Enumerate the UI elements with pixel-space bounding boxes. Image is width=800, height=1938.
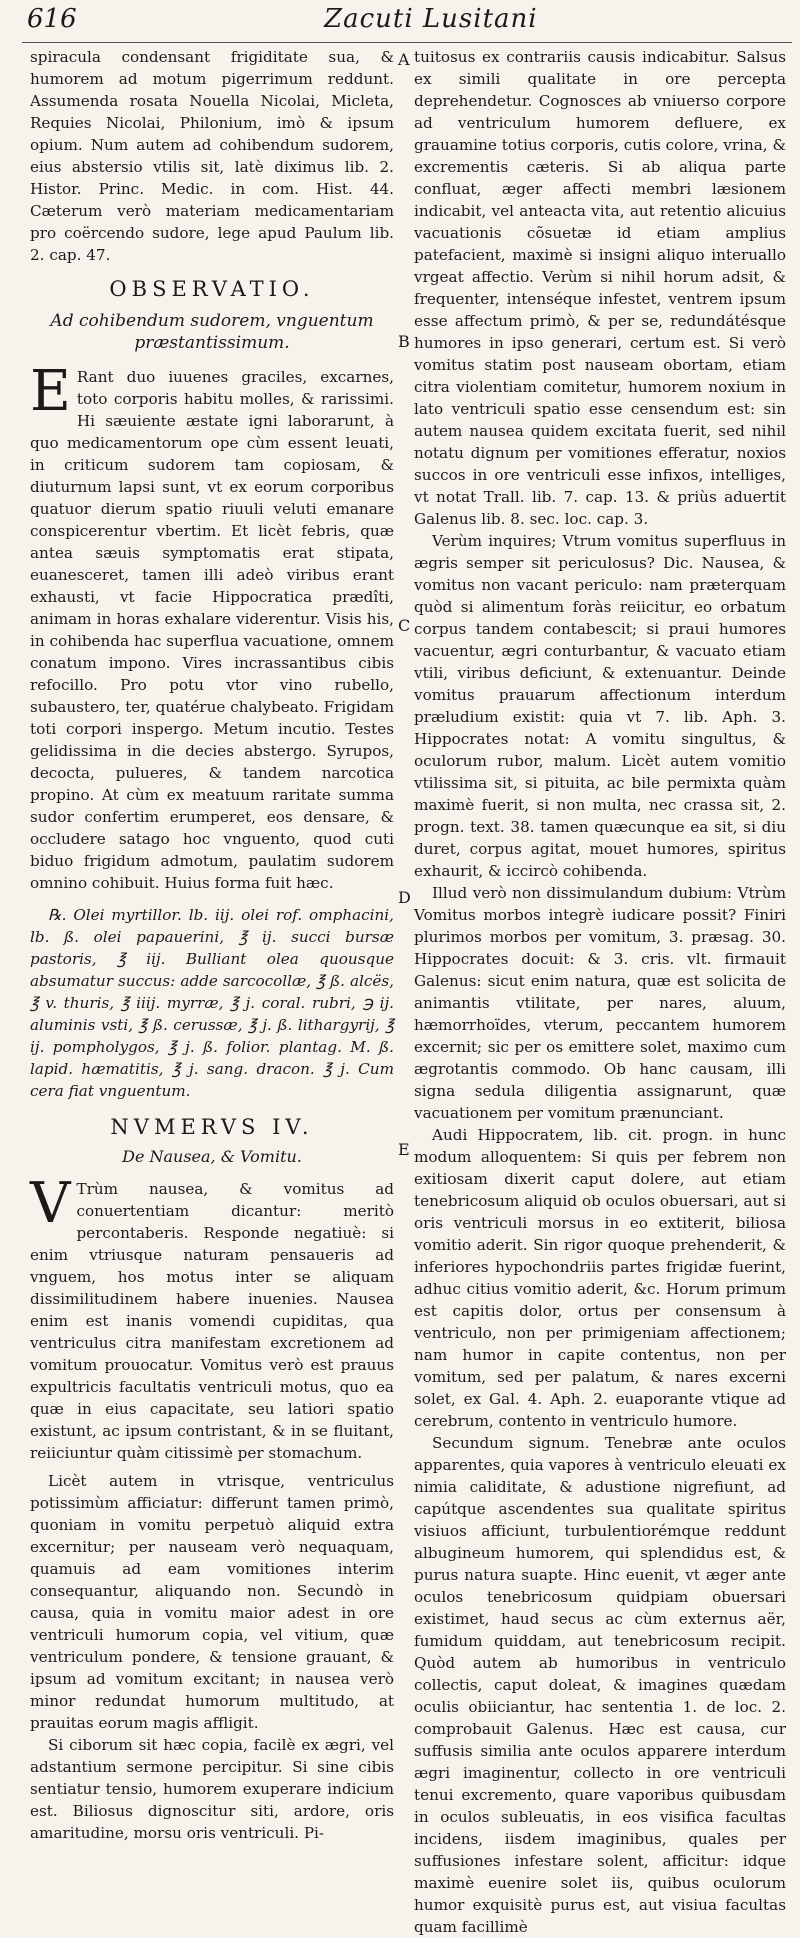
drop-cap-e: E [30,359,71,424]
right-column [414,46,786,1938]
right-paragraph-1: tuitosus ex contrariis causis indicabitur. Salsus ex simili qualitate in ore percepta deprehendetur. Cognosces ab vniuerso corpore ad ventriculum humorem defluere, ex grauamine totius corporis, cutis colore, vrina, & excrementis cæteris. Si ab aliqua parte confluat, æger affecti membri læsionem indicabit, vel anteacta vita, aut retentio alicuius vacuationis cõsuetæ id etiam amplius patefacient, maximè si insigni aliquo interuallo vrgeat affectio. Verùm si nihil horum adsit, & frequenter, intenséque infestet, ventrem ipsum esse affectum primò, & per se, redundátésque humores in ipso generari, certum est. Si verò vomitus statim post nauseam obortam, etiam citra violentiam comitetur, humorem noxium in lato ventriculi spatio esse censendum est: sin autem nausea quidem excitata fuerit, sed nihil notatu dignum per vomitiones efferatur, noxios succos in ore ventriculi esse infixos, intelliges, vt notat Trall. lib. 7. cap. 13. & priùs aduertit Galenus lib. 8. sec. loc. cap. 3. [414,48,786,528]
margin-letter-c: C [398,616,411,635]
observatio-heading: OBSERVATIO. [109,277,315,301]
numerus-heading: NVMERVS IV. [110,1115,314,1139]
header-rule [22,42,792,43]
right-paragraph-5: Secundum signum. Tenebræ ante oculos apparentes, quia vapores à ventriculo eleuati ex nimia caliditate, & adustione nigrefiunt, ad capútque ascendentes sua qualitate spiritus visiuos afficiunt, turbulentiorémque reddunt albugineum humorem, qui splendidus est, & purus natura suapte. Hinc euenit, vt æger ante oculos tenebricosum quidpiam obuersari existimet, haud secus ac cùm externus aër, fumidum quiddam, aut tenebricosum recipit. Quòd autem ab humoribus in ventriculo collectis, caput doleat, & imagines quædam oculis obiiciantur, hac sententia 1. de loc. 2. comprobauit Galenus. Hæc est causa, cur suffusis similia ante oculos apparere interdum ægri imaginentur, collecto in ore ventriculi tenui excremento, quare vaporibus quibusdam in oculos subleuatis, in eos visifica facultas incidens, iisdem imaginibus, quales per suffusiones infestare solent, afficitur: idque maximè euenire solet iis, quibus oculorum humor exquisitè purus est, aut visiua facultas quam facillimè [414,1434,786,1936]
left-paragraph-si: Si ciborum sit hæc copia, facilè ex ægri, vel adstantium sermone percipitur. Si sine cibis sentiatur tensio, humorem exuperare indicium est. Biliosus dignoscitur siti, ardore, oris amaritudine, morsu oris ventriculi. Pi- [30,1736,394,1842]
left-paragraph-licet: Licèt autem in vtrisque, ventriculus potissimùm afficiatur: differunt tamen primò, quoniam in vomitu perpetuò aliquid extra excernitur; per nauseam verò nequaquam, quamuis ad eam vomitiones interim consequantur, aliquando non. Secundò in causa, quia in vomitu maior adest in ore ventriculi humorum copia, vel vitium, quæ ventriculum pondere, & tensione grauant, & ipsum ad vomitum excitant; in nausea verò minor redundat humorum multitudo, at prauitas eorum magis affligit. [30,1472,394,1732]
recipe-paragraph: ℞. Olei myrtillor. lb. iij. olei rof. omphacini, lb. ß. olei papauerini, ℥ ij. succi bursæ pastoris, ℥ iij. Bulliant olea quousque absumatur succus: adde sarcocollæ, ℥ ß. alcës, ℥ v. thuris, ℥ iiij. myrræ, ℥ j. coral. rubri, ℈ ij. aluminis vsti, ℥ ß. cerussæ, ℥ j. ß. lithargyrij, ℥ ij. pompholygos, ℥ j. ß. folior. plantag. M. ß. lapid. hæmatitis, ℥ j. sang. dracon. ℥ j. Cum cera fiat vnguentum. [30,906,394,1100]
left-column [30,46,394,1844]
margin-letter-d: D [398,888,411,907]
numerus-text: V Trùm nausea, & vomitus ad conuertentiam dicantur: meritò percontaberis. Responde negatiuè: si enim vtriusque naturam pensaueris ad vnguem, hos motus inter se aliquam dissimilitudinem habere inuenies. Nausea enim est inanis vomendi cupiditas, qua ventriculus citra manifestam excretionem ad vomitum prouocatur. Vomitus verò est prauus expultricis facultatis ventriculi motus, quo ea quæ in eius capacitate, seu latiori spatio existunt, ac ipsum contristant, & in se fluitant, reiiciuntur quàm citissimè per stomachum. [30,1171,394,1462]
running-title: Zacuti Lusitani [324,4,538,34]
left-paragraph-1: spiracula condensant frigiditate sua, & humorem ad motum pigerrimum reddunt. Assumenda rosata Nouella Nicolai, Micleta, Requies Nicolai, Philonium, imò & ipsum opium. Num autem ad cohibendum sudorem, eius abstersio vtilis sit, latè diximus lib. 2. Histor. Princ. Medic. in com. Hist. 44. Cæterum verò materiam medicamentariam pro coërcendo sudore, lege apud Paulum lib. 2. cap. 47. [30,48,394,264]
page-number: 616 [27,4,77,34]
right-paragraph-3: Illud verò non dissimulandum dubium: Vtrùm Vomitus morbos integrè iudicare possit? Finiri plurimos morbos per vomitum, 3. præsag. 30. Hippocrates docuit: & 3. cris. vlt. firmauit Galenus: sicut enim natura, quæ est solicita de animantis vtilitate, per nares, aluum, hæmorrhoïdes, vterum, peccantem humorem excernit; sic per os emittere solet, maximo cum ægrotantis commodo. Ob hanc causam, illi signa sedula diligentia assignarunt, quæ vacuationem per vomitum prænunciant. [414,884,786,1122]
numerus-subtitle: De Nausea, & Vomitu. [122,1147,302,1166]
margin-letter-b: B [398,332,410,351]
margin-letter-a: A [398,50,410,69]
observatio-text: E Rant duo iuuenes graciles, excarnes, toto corporis habitu molles, & rarissimi. Hi sæuiente æstate igni laborarunt, à quo medicamentorum ope cùm essent leuati, in criticum sudorem tam copiosam, & diuturnum lapsi sunt, vt ex eorum corporibus quatuor dierum spatio riuuli veluti emanare conspicerentur vbertim. Et licèt febris, quæ antea sæuis symptomatis erat stipata, euanesceret, tamen illi adeò viribus erant exhausti, vt facie Hippocratica prædîti, animam in horas exhalare viderentur. Visis his, in cohibenda hac superflua vacuatione, omnem conatum impono. Vires incrassantibus cibis refocillo. Pro potu vtor vino rubello, subaustero, ter, quatérue chalybeato. Frigidam toti corpori inspergo. Metum incutio. Testes gelidissima in die decies abstergo. Syrupos, decocta, pulueres, & tandem narcotica propino. At cùm ex meatuum raritate summa sudor confertim erumperet, eos densare, & occludere satago hoc vnguento, quod cuti biduo frigidum admotum, paulatim sudorem omnino cohibuit. Huius forma fuit hæc. [30,359,394,892]
margin-letter-e: E [398,1140,410,1159]
right-paragraph-2: Verùm inquires; Vtrum vomitus superfluus in ægris semper sit periculosus? Dic. Nausea, & vomitus non vacant periculo: nam præterquam quòd si alimentum foràs reiicitur, eo orbatum corpus tandem contabescit; si praui humores vacuentur, ægri conturbantur, & vacuato etiam vtili, viribus deficiunt, & extenuantur. Deinde vomitus prauarum affectionum interdum præludium existit: quia vt 7. lib. Aph. 3. Hippocrates notat: A vomitu singultus, & oculorum rubor, malum. Licèt autem vomitio vtilissima sit, si pituita, ac bile permixta quàm maximè fuerit, si non multa, nec crassa sit, 2. progn. text. 38. tamen quæcunque ea sit, si diu duret, corpus agitat, mouet humores, spiritus exhaurit, & iccircò cohibenda. [414,532,786,880]
right-paragraph-4: Audi Hippocratem, lib. cit. progn. in hunc modum alloquentem: Si quis per febrem non exitiosam dixerit caput dolere, aut etiam tenebricosum aliquid ob oculos obuersari, aut si oris ventriculi morsus in eo extiterit, biliosa vomitio aderit. Sin rigor quoque prehenderit, & inferiores hypochondriis partes frigidæ fuerint, adhuc citius vomitio aderit, &c. Horum primum est capitis dolor, ortus per consensum à ventriculo, non per primigeniam affectionem; nam humor in capite contentus, non per vomitum, sed per palatum, & nares excerni solet, ex Gal. 4. Aph. 2. euaporante vtique ad cerebrum, contento in ventriculo humore. [414,1126,786,1430]
drop-cap-v: V [30,1171,71,1236]
observatio-subtitle: Ad cohibendum sudorem, vnguentum præstantissimum. [50,311,374,353]
